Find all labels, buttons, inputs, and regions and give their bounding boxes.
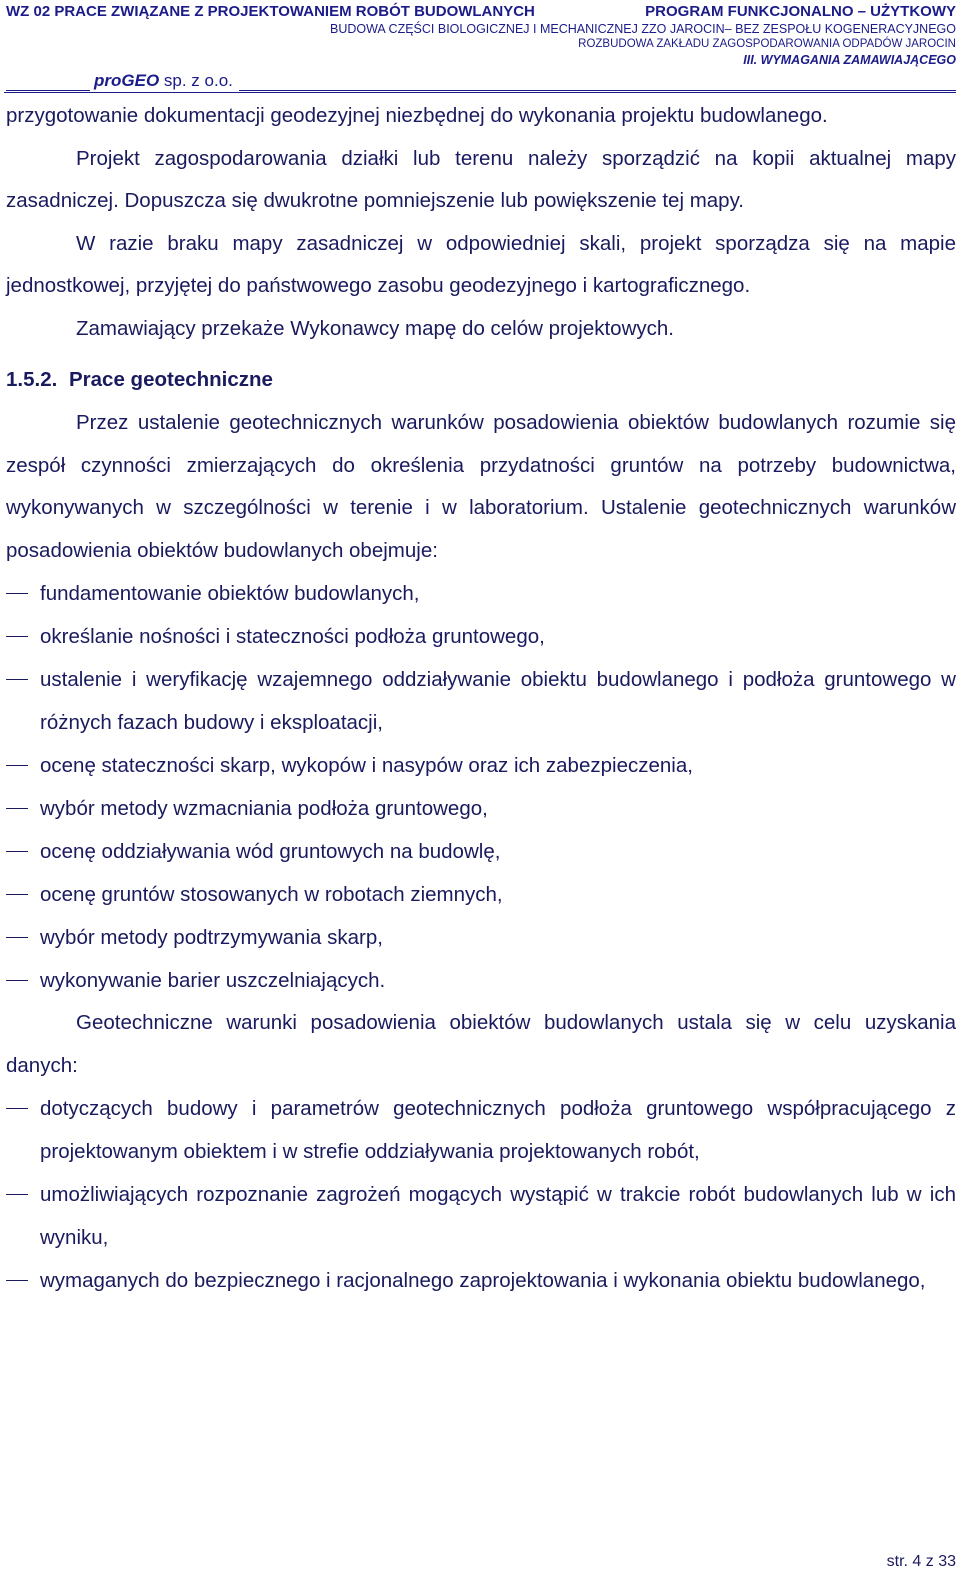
paragraph-1: przygotowanie dokumentacji geodezyjnej niezbędnej do wykonania projektu budowlanego. bbox=[6, 104, 828, 127]
list-item bbox=[6, 959, 956, 1002]
list-item-text: wymaganych do bezpiecznego i racjonalnego zaprojektowania i wykonania obiektu budowlanego, bbox=[40, 1269, 926, 1292]
paragraph-5: Przez ustalenie geotechnicznych warunków posadowienia obiektów budowlanych rozumie się zespół czynności zmierzających do określenia przydatności gruntów na potrzeby budownictwa, wykonywanych w szczególności w terenie i w laboratorium. Ustalenie geotechnicznych warunków posadowienia obiektów budowlanych obejmuje: bbox=[6, 411, 956, 562]
dash-bullet bbox=[6, 980, 28, 981]
list-item-text: określanie nośności i stateczności podłoża gruntowego, bbox=[40, 625, 545, 648]
dash-bullet bbox=[6, 937, 28, 938]
header-subtitle: BUDOWA CZĘŚCI BIOLOGICZNEJ I MECHANICZNEJ ZZO JAROCIN– BEZ ZESPOŁU KOGENERACYJNEGO bbox=[329, 22, 956, 36]
company-name-rest: sp. z o.o. bbox=[159, 71, 233, 90]
list-item-text: umożliwiających rozpoznanie zagrożeń mogących wystąpić w trakcie robót budowlanych lub w ich wyniku, bbox=[40, 1183, 956, 1249]
section-title: Prace geotechniczne bbox=[69, 368, 273, 391]
list-item-text: wybór metody wzmacniania podłoża gruntowego, bbox=[40, 797, 488, 820]
header-program-title: PROGRAM FUNKCJONALNO – UŻYTKOWY bbox=[645, 3, 956, 20]
list-item-text: ustalenie i weryfikację wzajemnego oddziaływanie obiektu budowlanego i podłoża gruntowego w różnych fazach budowy i eksploatacji, bbox=[40, 668, 956, 734]
list-item bbox=[6, 572, 956, 615]
list-item bbox=[6, 830, 956, 873]
paragraph-6: Geotechniczne warunki posadowienia obiektów budowlanych ustala się w celu uzyskania danych: bbox=[6, 1011, 956, 1077]
section-heading bbox=[6, 358, 956, 402]
dash-bullet bbox=[6, 636, 28, 637]
dash-bullet bbox=[6, 1108, 28, 1109]
paragraph-2: Projekt zagospodarowania działki lub terenu należy sporządzić na kopii aktualnej mapy zasadniczej. Dopuszcza się dwukrotne pomniejszenie lub powiększenie tej mapy. bbox=[6, 146, 956, 212]
dash-bullet bbox=[6, 765, 28, 766]
paragraph-3: W razie braku mapy zasadniczej w odpowiedniej skali, projekt sporządza się na mapie jednostkowej, przyjętej do państwowego zasobu geodezyjnego i kartograficznego. bbox=[6, 231, 956, 297]
list-item bbox=[6, 1173, 956, 1259]
dash-bullet bbox=[6, 894, 28, 895]
dash-bullet bbox=[6, 1280, 28, 1281]
company-rule-right bbox=[239, 89, 956, 91]
dash-bullet bbox=[6, 1194, 28, 1195]
dash-bullet bbox=[6, 851, 28, 852]
company-rule-left bbox=[6, 89, 90, 91]
list-item-text: ocenę oddziaływania wód gruntowych na budowlę, bbox=[40, 840, 501, 863]
list-item-text: wykonywanie barier uszczelniających. bbox=[40, 969, 386, 992]
list-item-text: ocenę stateczności skarp, wykopów i nasypów oraz ich zabezpieczenia, bbox=[40, 754, 693, 777]
list-item-text: fundamentowanie obiektów budowlanych, bbox=[40, 582, 420, 605]
document-body bbox=[6, 95, 956, 1302]
company-name bbox=[94, 71, 233, 91]
company-line bbox=[6, 69, 956, 91]
list-item bbox=[6, 873, 956, 916]
list-data-purposes bbox=[6, 1087, 956, 1302]
dash-bullet bbox=[6, 679, 28, 680]
header-subtitle-2: ROZBUDOWA ZAKŁADU ZAGOSPODAROWANIA ODPADÓW JAROCIN bbox=[578, 38, 956, 50]
header-divider bbox=[4, 92, 956, 93]
list-item bbox=[6, 658, 956, 744]
list-item bbox=[6, 787, 956, 830]
paragraph-4: Zamawiający przekaże Wykonawcy mapę do celów projektowych. bbox=[76, 316, 674, 340]
dash-bullet bbox=[6, 593, 28, 594]
company-name-bold: proGEO bbox=[94, 71, 160, 90]
page-number: str. 4 z 33 bbox=[886, 1553, 956, 1570]
header-project-title: WZ 02 PRACE ZWIĄZANE Z PROJEKTOWANIEM ROBÓT BUDOWLANYCH bbox=[6, 3, 535, 20]
list-item bbox=[6, 916, 956, 959]
list-item-text: wybór metody podtrzymywania skarp, bbox=[40, 926, 383, 949]
list-item bbox=[6, 1259, 956, 1302]
list-item bbox=[6, 744, 956, 787]
list-item bbox=[6, 1087, 956, 1173]
list-geotechnical-scope bbox=[6, 572, 956, 1002]
document-header bbox=[0, 0, 960, 92]
list-item bbox=[6, 615, 956, 658]
header-section-title: III. WYMAGANIA ZAMAWIAJĄCEGO bbox=[743, 53, 956, 67]
dash-bullet bbox=[6, 808, 28, 809]
list-item-text: ocenę gruntów stosowanych w robotach ziemnych, bbox=[40, 883, 503, 906]
list-item-text: dotyczących budowy i parametrów geotechnicznych podłoża gruntowego współpracującego z projektowanym obiektem i w strefie oddziaływania projektowanych robót, bbox=[40, 1097, 956, 1163]
section-number: 1.5.2. bbox=[6, 368, 58, 391]
